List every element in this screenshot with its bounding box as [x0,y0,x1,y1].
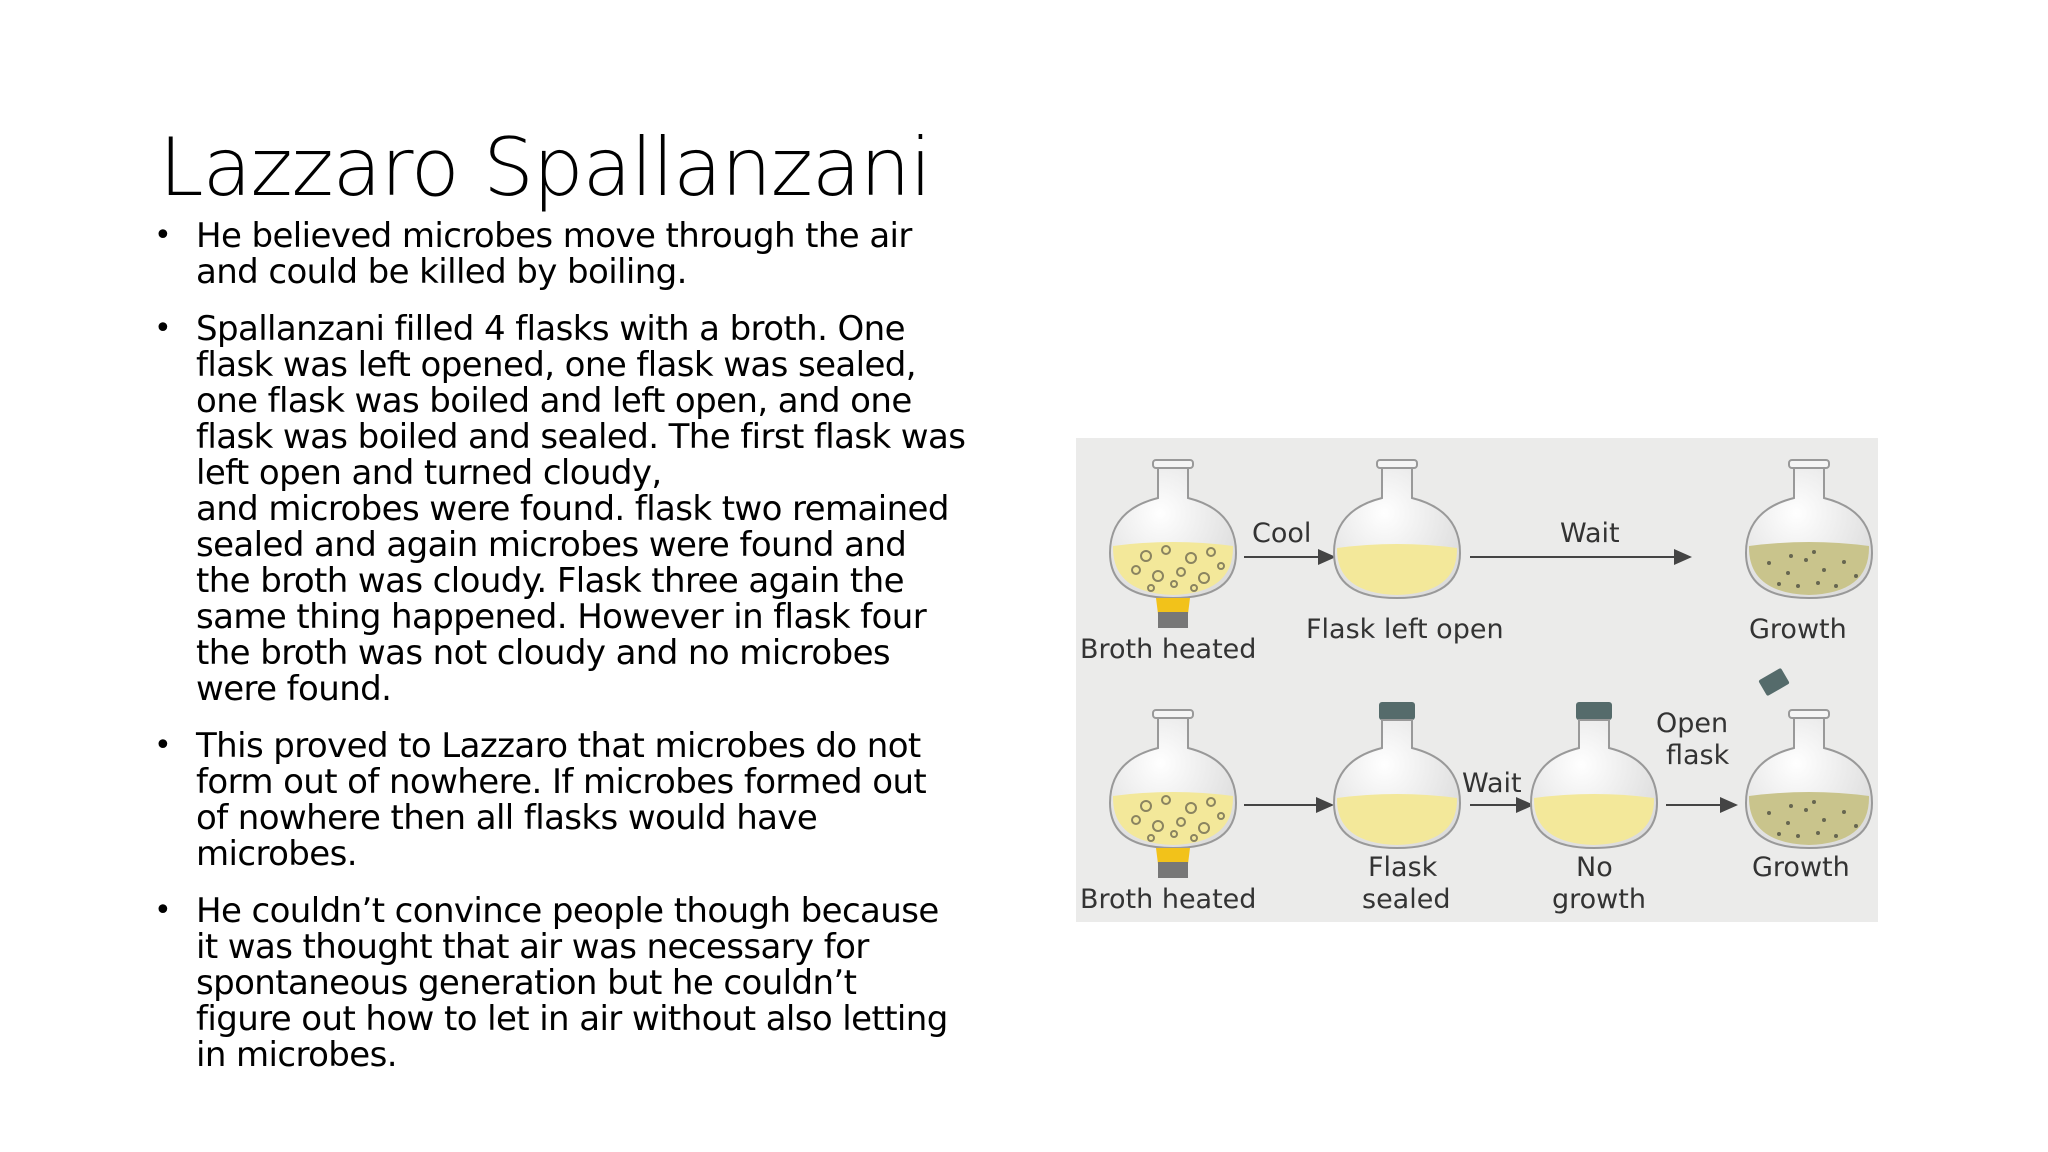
flask-left-open [1334,460,1460,598]
bullet-marker: • [154,311,172,346]
label-wait-bottom: Wait [1462,768,1522,799]
label-open-flask-line1: Open [1656,708,1729,739]
flask-broth-heated-top [1110,460,1236,628]
bullet-marker: • [154,728,172,763]
bullet-marker: • [154,218,172,253]
label-flask-sealed-line2: sealed [1362,884,1451,915]
bullet-text: Spallanzani filled 4 flasks with a broth. One flask was left opened, one flask was sealed, one flask was boiled and left open, and one flask was boiled and sealed. The first flask was left open and turned cloudy, and microbes were found. flask two remained sealed and again microbes were found and the broth was cloudy. Flask three again the same thing happened. However in flask four the broth was not cloudy and no microbes were found. [196,309,966,709]
label-no-growth-line1: No [1576,852,1613,883]
bullet-marker: • [154,893,172,928]
bullet-text: This proved to Lazzaro that microbes do not form out of nowhere. If microbes formed out of nowhere then all flasks would have microbes. [196,726,927,874]
label-flask-sealed-line1: Flask [1368,852,1438,883]
bullet-list [150,218,1010,1094]
bullet-item [150,893,1010,1073]
experiment-diagram [1076,438,1878,922]
slide-title: Lazzaro Spallanzani [159,121,931,214]
spallanzani-experiment-figure [1076,438,1878,922]
label-no-growth-line2: growth [1552,884,1646,915]
label-broth-heated-top: Broth heated [1080,634,1257,665]
flask-growth-top [1746,460,1872,598]
bullet-text: He believed microbes move through the air and could be killed by boiling. [196,216,912,292]
bullet-item [150,218,1010,290]
removed-stopper [1758,668,1790,697]
label-wait-top: Wait [1560,518,1620,549]
flask-growth-bottom [1746,710,1872,848]
flask-no-growth [1531,702,1657,848]
flask-sealed [1334,702,1460,848]
bullet-item [150,728,1010,872]
label-growth-bottom: Growth [1752,852,1850,883]
flask-broth-heated-bottom [1110,710,1236,878]
bullet-text: He couldn’t convince people though because it was thought that air was necessary for spontaneous generation but he couldn’t figure out how to let in air without also letting in microbes. [196,891,948,1075]
bullet-item [150,311,1010,707]
label-flask-left-open: Flask left open [1306,614,1504,645]
label-cool: Cool [1252,518,1312,549]
label-broth-heated-bottom: Broth heated [1080,884,1257,915]
label-growth-top: Growth [1749,614,1847,645]
label-open-flask-line2: flask [1666,740,1730,771]
